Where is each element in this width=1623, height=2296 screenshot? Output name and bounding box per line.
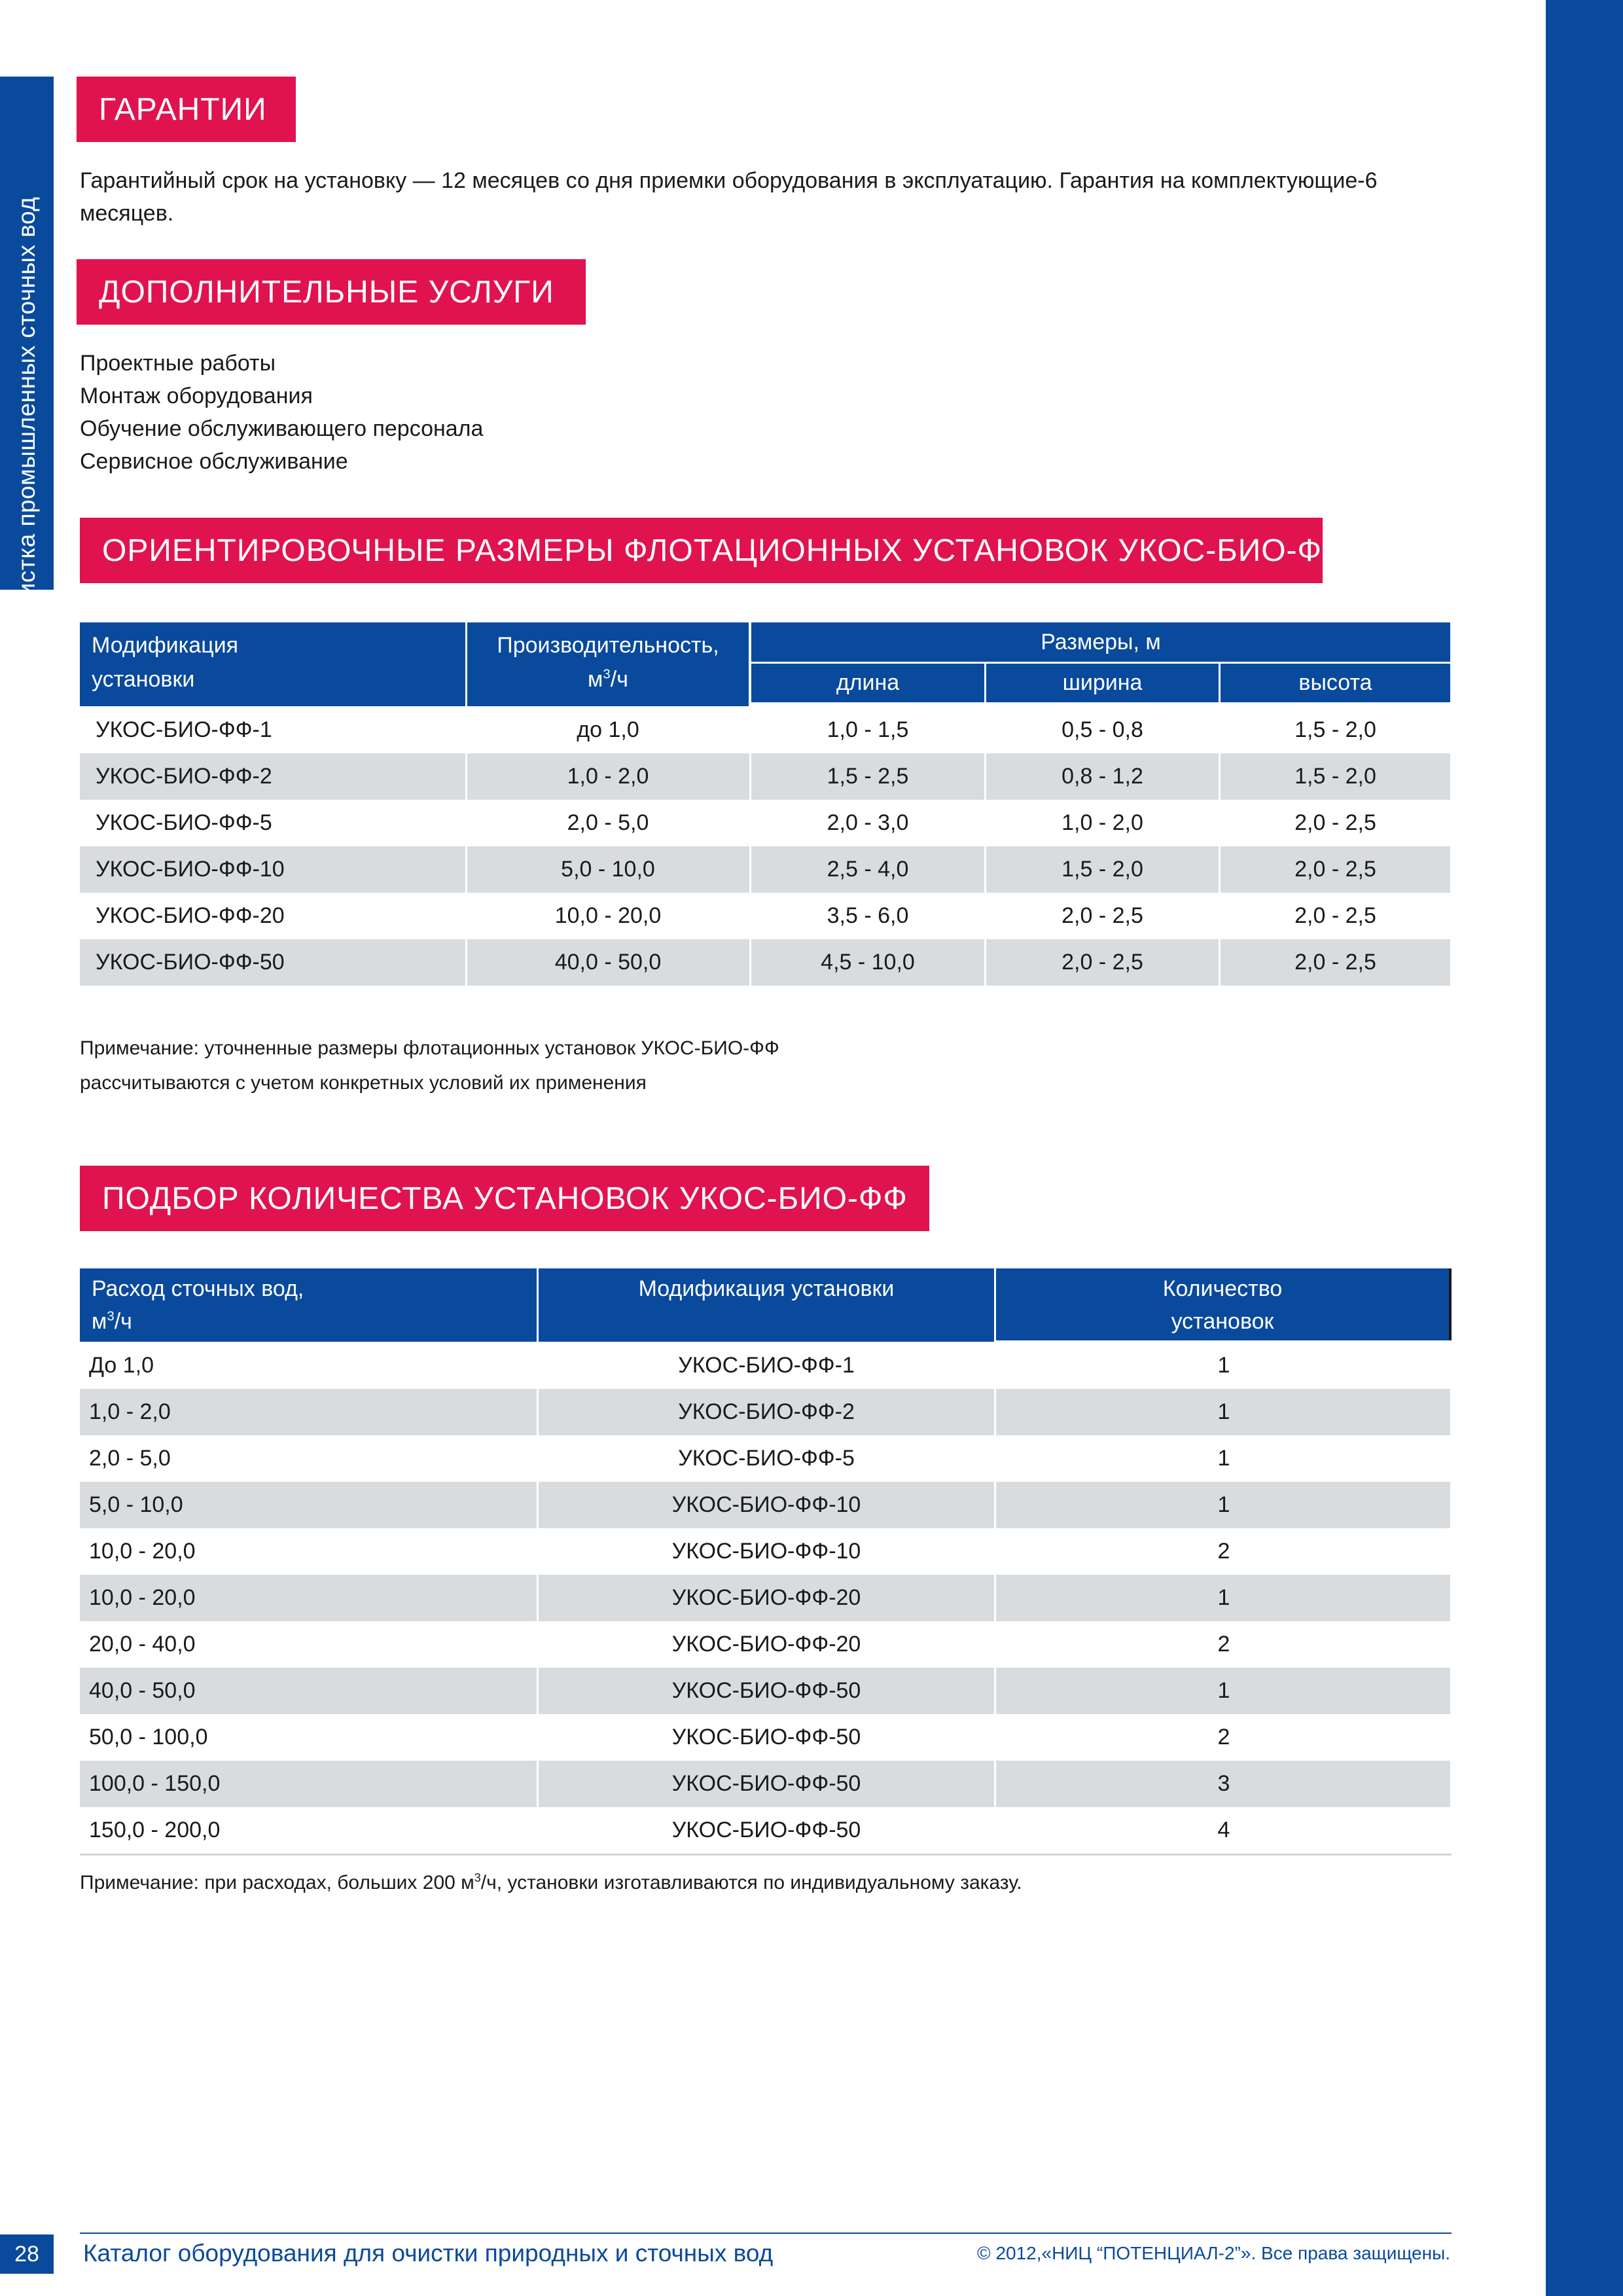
cell-width: 0,8 - 1,2 <box>1061 764 1143 789</box>
footer-catalog-title: Каталог оборудования для очистки природных и сточных вод <box>83 2240 774 2267</box>
column-divider <box>994 1389 996 1435</box>
sizes-col-height: высота <box>1221 664 1450 702</box>
cell-model: УКОС-БИО-ФФ-10 <box>96 857 285 882</box>
warranty-text-line-2: месяцев. <box>80 201 174 226</box>
column-divider <box>749 753 751 800</box>
column-divider <box>1219 893 1221 939</box>
header-text: Модификация <box>92 633 239 658</box>
column-divider <box>994 1807 996 1854</box>
cell-count: 3 <box>1217 1771 1230 1796</box>
warranty-text <box>80 164 1378 230</box>
column-divider <box>749 893 751 939</box>
header-text: Количество <box>1162 1276 1283 1301</box>
table-row <box>80 1761 1450 1807</box>
cell-count: 1 <box>1217 1585 1230 1610</box>
column-divider <box>537 1528 539 1575</box>
selection-heading: ПОДБОР КОЛИЧЕСТВА УСТАНОВОК УКОС-БИО-ФФ <box>80 1166 929 1231</box>
column-divider <box>537 1714 539 1761</box>
list-item: Сервисное обслуживание <box>80 449 348 474</box>
cell-model: УКОС-БИО-ФФ-10 <box>671 1492 861 1517</box>
cell-flow: До 1,0 <box>89 1353 154 1378</box>
column-divider <box>465 846 467 893</box>
cell-height: 2,0 - 2,5 <box>1294 857 1376 882</box>
cell-flow: 10,0 - 20,0 <box>89 1585 196 1610</box>
table-bottom-rule <box>80 1854 1452 1856</box>
cell-length: 4,5 - 10,0 <box>821 950 915 975</box>
cell-flow: 5,0 - 10,0 <box>89 1492 183 1517</box>
cell-flow: 1,0 - 2,0 <box>89 1399 171 1424</box>
column-divider <box>537 1668 539 1714</box>
column-divider <box>537 1435 539 1482</box>
selection-col-flow <box>80 1268 537 1342</box>
cell-flow: 40,0 - 50,0 <box>89 1678 196 1703</box>
sizes-col-capacity <box>467 622 749 706</box>
table-row <box>80 1389 1450 1435</box>
warranty-text-line-1: Гарантийный срок на установку — 12 месяцев со дня приемки оборудования в эксплуатацию. Гарантия на комплектующие-6 <box>80 168 1378 193</box>
column-divider <box>1219 939 1221 986</box>
page-number: 28 <box>0 2234 54 2274</box>
cell-count: 1 <box>1217 1678 1230 1703</box>
cell-capacity: 10,0 - 20,0 <box>554 903 662 928</box>
cell-height: 2,0 - 2,5 <box>1294 950 1376 975</box>
column-divider <box>994 1668 996 1714</box>
column-divider <box>749 939 751 986</box>
cell-height: 1,5 - 2,0 <box>1294 717 1376 742</box>
cell-model: УКОС-БИО-ФФ-1 <box>678 1353 855 1378</box>
column-divider <box>994 1714 996 1761</box>
sizes-col-dimensions: Размеры, м <box>751 622 1450 662</box>
cell-count: 2 <box>1217 1539 1230 1564</box>
column-divider <box>537 1575 539 1621</box>
cell-model: УКОС-БИО-ФФ-2 <box>678 1399 855 1424</box>
cell-model: УКОС-БИО-ФФ-10 <box>671 1539 861 1564</box>
cell-height: 2,0 - 2,5 <box>1294 810 1376 835</box>
column-divider <box>465 893 467 939</box>
header-text: установки <box>92 667 195 692</box>
services-heading: ДОПОЛНИТЕЛЬНЫЕ УСЛУГИ <box>77 259 586 325</box>
column-divider <box>984 893 986 939</box>
footer-divider <box>80 2233 1452 2234</box>
column-divider <box>984 800 986 846</box>
table-row <box>80 1528 1450 1575</box>
cell-count: 1 <box>1217 1399 1230 1424</box>
cell-flow: 150,0 - 200,0 <box>89 1818 221 1842</box>
column-divider <box>537 1761 539 1807</box>
column-divider <box>465 707 467 753</box>
table-row <box>80 800 1450 846</box>
cell-height: 2,0 - 2,5 <box>1294 903 1376 928</box>
sizes-col-width: ширина <box>986 664 1219 702</box>
list-item: Проектные работы <box>80 351 276 376</box>
cell-capacity: 2,0 - 5,0 <box>567 810 649 835</box>
cell-model: УКОС-БИО-ФФ-5 <box>678 1446 855 1471</box>
selection-note: Примечание: при расходах, больших 200 $м^3/ч$, установки изготавливаются по индивидуальному заказу. <box>80 1871 1022 1893</box>
header-text: Производительность, <box>497 633 719 658</box>
column-divider <box>994 1342 996 1389</box>
side-section-tab <box>0 77 54 623</box>
column-divider <box>994 1528 996 1575</box>
list-item: Обучение обслуживающего персонала <box>80 416 484 441</box>
footer-copyright: © 2012,«НИЦ “ПОТЕНЦИАЛ-2”». Все права защищены. <box>977 2243 1450 2263</box>
column-divider <box>994 1482 996 1528</box>
column-divider <box>1219 800 1221 846</box>
cell-model: УКОС-БИО-ФФ-50 <box>671 1771 861 1796</box>
right-edge-bar <box>1546 0 1623 2296</box>
sizes-note <box>80 1031 779 1100</box>
column-divider <box>1219 753 1221 800</box>
column-divider <box>994 1761 996 1807</box>
cell-width: 2,0 - 2,5 <box>1061 950 1143 975</box>
cell-count: 1 <box>1217 1492 1230 1517</box>
cell-model: УКОС-БИО-ФФ-20 <box>671 1632 861 1657</box>
cell-count: 1 <box>1217 1353 1230 1378</box>
cell-length: 2,5 - 4,0 <box>827 857 909 882</box>
table-row <box>80 707 1450 753</box>
column-divider <box>537 1342 539 1389</box>
header-unit: $м^3/ч$ <box>588 667 628 692</box>
column-divider <box>537 1621 539 1668</box>
column-divider <box>465 800 467 846</box>
cell-capacity: 1,0 - 2,0 <box>567 764 649 789</box>
table-row <box>80 1575 1450 1621</box>
cell-flow: 10,0 - 20,0 <box>89 1539 196 1564</box>
cell-flow: 2,0 - 5,0 <box>89 1446 171 1471</box>
cell-capacity: 5,0 - 10,0 <box>561 857 655 882</box>
cell-height: 1,5 - 2,0 <box>1294 764 1376 789</box>
cell-length: 3,5 - 6,0 <box>827 903 909 928</box>
column-divider <box>1219 846 1221 893</box>
cell-model: УКОС-БИО-ФФ-50 <box>96 950 285 975</box>
column-divider <box>465 753 467 800</box>
table-row <box>80 1807 1450 1854</box>
cell-model: УКОС-БИО-ФФ-1 <box>96 717 272 742</box>
table-row <box>80 1714 1450 1761</box>
table-row <box>80 1482 1450 1528</box>
list-item: Монтаж оборудования <box>80 384 313 408</box>
cell-capacity: 40,0 - 50,0 <box>554 950 662 975</box>
table-row <box>80 1435 1450 1482</box>
column-divider <box>537 1389 539 1435</box>
table-row <box>80 1342 1450 1389</box>
column-divider <box>994 1575 996 1621</box>
cell-length: 2,0 - 3,0 <box>827 810 909 835</box>
column-divider <box>1219 707 1221 753</box>
cell-width: 2,0 - 2,5 <box>1061 903 1143 928</box>
cell-model: УКОС-БИО-ФФ-20 <box>96 903 285 928</box>
column-divider <box>994 1621 996 1668</box>
cell-model: УКОС-БИО-ФФ-50 <box>671 1678 861 1703</box>
header-unit: $м^3/ч$ <box>92 1309 132 1334</box>
header-text: Расход сточных вод, <box>92 1276 304 1301</box>
table-row <box>80 1668 1450 1714</box>
column-divider <box>749 846 751 893</box>
table-row <box>80 1621 1450 1668</box>
cell-flow: 50,0 - 100,0 <box>89 1725 208 1749</box>
column-divider <box>984 846 986 893</box>
sizes-col-length: длина <box>751 664 984 702</box>
cell-width: 1,5 - 2,0 <box>1061 857 1143 882</box>
cell-length: 1,0 - 1,5 <box>827 717 909 742</box>
column-divider <box>465 939 467 986</box>
column-divider <box>984 939 986 986</box>
column-divider <box>537 1482 539 1528</box>
side-section-label: очистка промышленных сточных вод <box>13 196 40 623</box>
table-row <box>80 893 1450 939</box>
table-row <box>80 753 1450 800</box>
cell-count: 4 <box>1217 1818 1230 1842</box>
cell-model: УКОС-БИО-ФФ-50 <box>671 1725 861 1749</box>
selection-col-count <box>996 1268 1452 1340</box>
sizes-col-model <box>80 622 465 706</box>
cell-model: УКОС-БИО-ФФ-20 <box>671 1585 861 1610</box>
cell-width: 0,5 - 0,8 <box>1061 717 1143 742</box>
table-row <box>80 846 1450 893</box>
cell-count: 2 <box>1217 1725 1230 1749</box>
column-divider <box>984 753 986 800</box>
cell-count: 1 <box>1217 1446 1230 1471</box>
cell-flow: 100,0 - 150,0 <box>89 1771 221 1796</box>
cell-width: 1,0 - 2,0 <box>1061 810 1143 835</box>
cell-flow: 20,0 - 40,0 <box>89 1632 196 1657</box>
table-row <box>80 939 1450 986</box>
column-divider <box>994 1435 996 1482</box>
warranty-heading: ГАРАНТИИ <box>77 77 296 142</box>
note-line-2: рассчитываются с учетом конкретных условий их применения <box>80 1072 647 1094</box>
header-text: установок <box>1171 1309 1274 1334</box>
cell-model: УКОС-БИО-ФФ-5 <box>96 810 272 835</box>
sizes-heading: ОРИЕНТИРОВОЧНЫЕ РАЗМЕРЫ ФЛОТАЦИОННЫХ УСТАНОВОК УКОС-БИО-ФФ <box>80 518 1323 583</box>
selection-col-model: Модификация установки <box>539 1268 994 1342</box>
column-divider <box>749 707 751 753</box>
column-divider <box>984 707 986 753</box>
cell-length: 1,5 - 2,5 <box>827 764 909 789</box>
column-divider <box>537 1807 539 1854</box>
cell-capacity: до 1,0 <box>577 717 639 742</box>
cell-model: УКОС-БИО-ФФ-50 <box>671 1818 861 1842</box>
note-line-1: Примечание: уточненные размеры флотационных установок УКОС-БИО-ФФ <box>80 1037 779 1059</box>
cell-model: УКОС-БИО-ФФ-2 <box>96 764 272 789</box>
services-list <box>80 347 483 478</box>
cell-count: 2 <box>1217 1632 1230 1657</box>
column-divider <box>749 800 751 846</box>
